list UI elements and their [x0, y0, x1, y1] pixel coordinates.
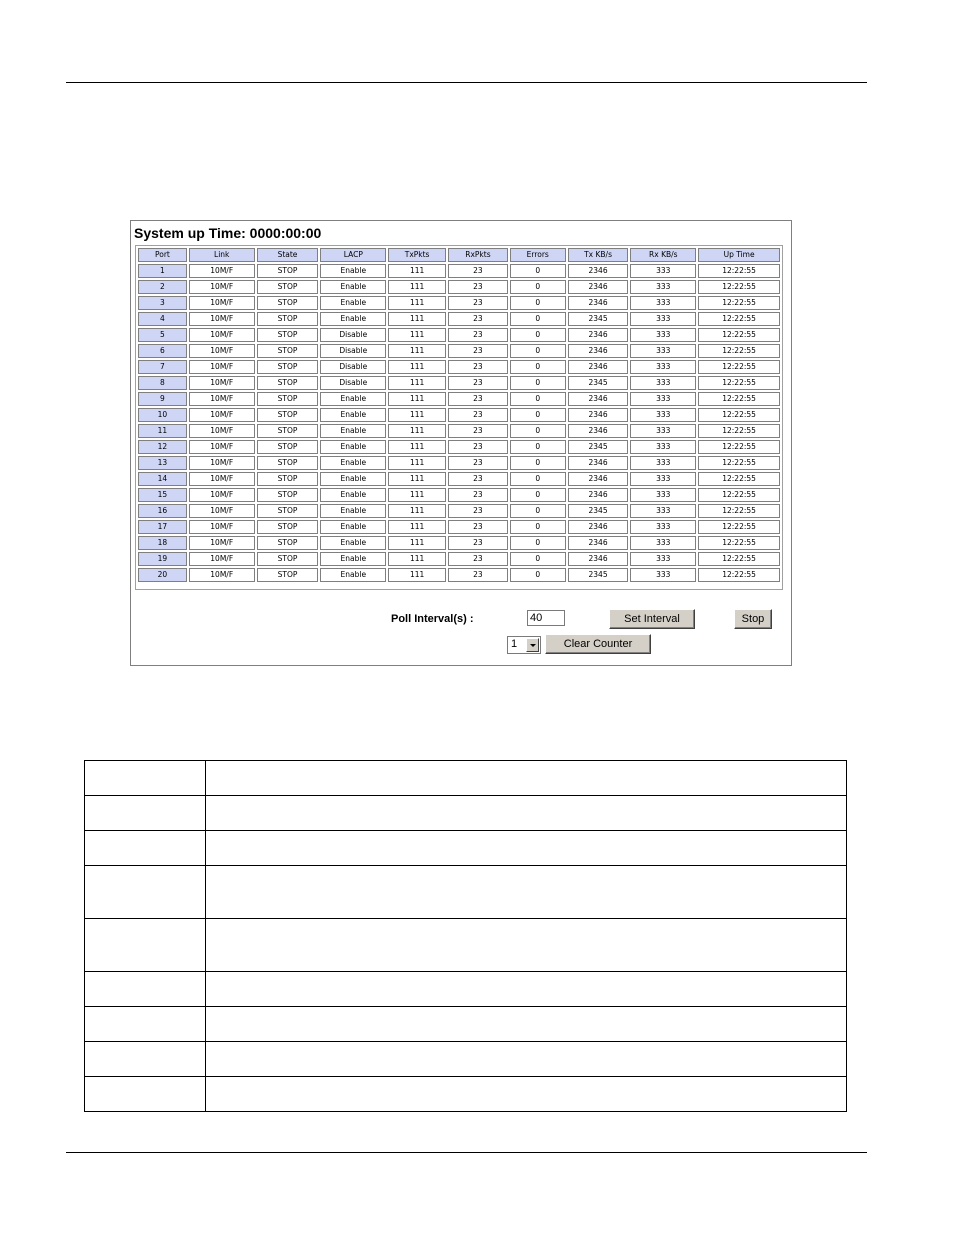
table-cell: STOP [257, 360, 319, 374]
port-number-cell: 15 [138, 488, 187, 502]
port-number-cell: 1 [138, 264, 187, 278]
table-cell: 0 [510, 440, 566, 454]
table-row [138, 456, 780, 470]
table-cell: 333 [630, 344, 696, 358]
table-cell: 23 [448, 392, 508, 406]
table-cell: 23 [448, 456, 508, 470]
column-header: Link [189, 248, 255, 262]
table-cell: Enable [320, 456, 386, 470]
table-cell: 111 [388, 504, 446, 518]
table-cell: 12:22:55 [698, 360, 780, 374]
table-cell: 0 [510, 536, 566, 550]
table-cell: 10M/F [189, 280, 255, 294]
column-header: LACP [320, 248, 386, 262]
table-cell: 333 [630, 504, 696, 518]
system-uptime-title [134, 225, 321, 241]
table-cell: 10M/F [189, 504, 255, 518]
table-cell: Enable [320, 472, 386, 486]
stop-button[interactable]: Stop [734, 609, 772, 629]
table-cell: 23 [448, 280, 508, 294]
table-row [138, 424, 780, 438]
field-description-table [84, 760, 847, 1112]
port-number-cell: 18 [138, 536, 187, 550]
table-cell: 10M/F [189, 472, 255, 486]
table-row [138, 440, 780, 454]
table-cell: 111 [388, 408, 446, 422]
table-cell: 111 [388, 536, 446, 550]
column-header: Rx KB/s [630, 248, 696, 262]
table-cell: 333 [630, 488, 696, 502]
table-cell: 12:22:55 [698, 328, 780, 342]
table-cell: 333 [630, 392, 696, 406]
table-row [85, 919, 847, 972]
port-number-cell: 14 [138, 472, 187, 486]
table-row [138, 472, 780, 486]
table-cell: 0 [510, 392, 566, 406]
table-cell: Disable [320, 344, 386, 358]
table-cell: STOP [257, 376, 319, 390]
table-cell: 0 [510, 472, 566, 486]
table-cell: STOP [257, 392, 319, 406]
table-cell: Disable [320, 360, 386, 374]
table-cell: 12:22:55 [698, 568, 780, 582]
table-cell: 2346 [568, 424, 629, 438]
port-table-scroll-area[interactable] [135, 245, 783, 590]
table-cell: 23 [448, 424, 508, 438]
table-cell: 10M/F [189, 376, 255, 390]
table-cell: 0 [510, 424, 566, 438]
table-cell: STOP [257, 280, 319, 294]
header-rule [66, 82, 867, 83]
table-cell: 2346 [568, 344, 629, 358]
port-number-cell: 17 [138, 520, 187, 534]
table-cell: 12:22:55 [698, 552, 780, 566]
table-cell: 23 [448, 568, 508, 582]
table-row [138, 360, 780, 374]
table-cell: 23 [448, 264, 508, 278]
table-row [85, 1077, 847, 1112]
table-cell: 0 [510, 328, 566, 342]
table-cell: 12:22:55 [698, 520, 780, 534]
table-cell: 2345 [568, 376, 629, 390]
table-cell: 12:22:55 [698, 504, 780, 518]
table-cell: 12:22:55 [698, 296, 780, 310]
table-cell: STOP [257, 344, 319, 358]
table-cell: 333 [630, 552, 696, 566]
table-cell: 0 [510, 312, 566, 326]
table-cell: 2346 [568, 488, 629, 502]
table-row [138, 568, 780, 582]
table-cell: Enable [320, 440, 386, 454]
table-row [85, 1007, 847, 1042]
table-cell: 2346 [568, 536, 629, 550]
port-number-cell: 7 [138, 360, 187, 374]
table-cell: 12:22:55 [698, 392, 780, 406]
port-number-cell: 13 [138, 456, 187, 470]
port-number-cell: 2 [138, 280, 187, 294]
table-cell: 2345 [568, 568, 629, 582]
table-cell: 10M/F [189, 552, 255, 566]
table-row [138, 312, 780, 326]
table-cell: 2346 [568, 552, 629, 566]
table-header-row [138, 248, 780, 262]
table-row [138, 344, 780, 358]
port-number-cell: 16 [138, 504, 187, 518]
table-cell: 333 [630, 568, 696, 582]
table-cell: 23 [448, 536, 508, 550]
table-cell: 111 [388, 328, 446, 342]
port-number-cell: 20 [138, 568, 187, 582]
column-header: State [257, 248, 319, 262]
table-cell: 10M/F [189, 456, 255, 470]
table-row [85, 796, 847, 831]
table-row [85, 972, 847, 1007]
table-cell: 333 [630, 408, 696, 422]
system-uptime-label: System up Time: [134, 225, 246, 241]
port-number-cell: 8 [138, 376, 187, 390]
table-cell: 12:22:55 [698, 280, 780, 294]
table-cell: 333 [630, 472, 696, 486]
table-cell: 2345 [568, 312, 629, 326]
table-cell: 333 [630, 440, 696, 454]
table-cell: STOP [257, 520, 319, 534]
table-cell: 10M/F [189, 392, 255, 406]
system-uptime-value: 0000:00:00 [249, 225, 322, 241]
table-cell: 12:22:55 [698, 456, 780, 470]
table-cell: 2346 [568, 456, 629, 470]
table-row [138, 392, 780, 406]
table-cell: 23 [448, 328, 508, 342]
table-cell: Enable [320, 536, 386, 550]
column-header: Errors [510, 248, 566, 262]
table-cell: STOP [257, 264, 319, 278]
table-cell: 111 [388, 568, 446, 582]
table-cell: 10M/F [189, 264, 255, 278]
table-cell: 0 [510, 264, 566, 278]
table-cell: 111 [388, 376, 446, 390]
table-row [138, 504, 780, 518]
port-number-cell: 10 [138, 408, 187, 422]
table-cell: 333 [630, 296, 696, 310]
table-cell: STOP [257, 472, 319, 486]
table-cell: 333 [630, 536, 696, 550]
table-cell: 10M/F [189, 328, 255, 342]
table-row [85, 831, 847, 866]
column-header: RxPkts [448, 248, 508, 262]
table-cell: 111 [388, 392, 446, 406]
table-cell: STOP [257, 488, 319, 502]
table-cell: 111 [388, 520, 446, 534]
table-cell: STOP [257, 456, 319, 470]
port-number-cell: 5 [138, 328, 187, 342]
table-cell: STOP [257, 312, 319, 326]
table-cell: 23 [448, 344, 508, 358]
table-cell: 333 [630, 264, 696, 278]
table-row [138, 488, 780, 502]
table-cell: 0 [510, 344, 566, 358]
poll-interval-label: Poll Interval(s) : [391, 613, 474, 625]
table-cell: 10M/F [189, 296, 255, 310]
port-number-cell: 3 [138, 296, 187, 310]
table-cell: 23 [448, 360, 508, 374]
table-cell: STOP [257, 504, 319, 518]
table-cell: 111 [388, 312, 446, 326]
table-cell: 10M/F [189, 312, 255, 326]
table-row [138, 520, 780, 534]
table-cell: 12:22:55 [698, 376, 780, 390]
column-header: TxPkts [388, 248, 446, 262]
table-row [85, 761, 847, 796]
table-cell: 2345 [568, 440, 629, 454]
table-cell: Enable [320, 568, 386, 582]
table-cell: Enable [320, 424, 386, 438]
table-cell: 111 [388, 296, 446, 310]
table-cell: 10M/F [189, 520, 255, 534]
table-cell: 12:22:55 [698, 472, 780, 486]
port-number-cell: 9 [138, 392, 187, 406]
table-cell: STOP [257, 408, 319, 422]
chevron-down-icon[interactable] [526, 638, 539, 652]
table-cell: 23 [448, 472, 508, 486]
table-cell: 10M/F [189, 568, 255, 582]
table-cell: Enable [320, 264, 386, 278]
table-cell: STOP [257, 424, 319, 438]
table-cell: 0 [510, 296, 566, 310]
port-select[interactable] [507, 636, 541, 654]
table-row [85, 866, 847, 919]
table-cell: 12:22:55 [698, 408, 780, 422]
port-number-cell: 11 [138, 424, 187, 438]
table-cell: Enable [320, 520, 386, 534]
table-cell: Enable [320, 280, 386, 294]
table-cell: 10M/F [189, 344, 255, 358]
port-number-cell: 12 [138, 440, 187, 454]
table-cell: 0 [510, 552, 566, 566]
table-cell: Enable [320, 488, 386, 502]
table-cell: 111 [388, 424, 446, 438]
table-cell: Disable [320, 328, 386, 342]
table-cell: 333 [630, 376, 696, 390]
table-cell: 12:22:55 [698, 264, 780, 278]
table-cell: 111 [388, 552, 446, 566]
column-header: Up Time [698, 248, 780, 262]
table-cell: 2346 [568, 280, 629, 294]
set-interval-button[interactable]: Set Interval [609, 609, 695, 629]
table-cell: 2345 [568, 504, 629, 518]
table-cell: 23 [448, 488, 508, 502]
table-cell: STOP [257, 296, 319, 310]
table-cell: STOP [257, 568, 319, 582]
table-cell: Enable [320, 504, 386, 518]
table-row [138, 552, 780, 566]
table-cell: 0 [510, 488, 566, 502]
table-cell: 12:22:55 [698, 440, 780, 454]
table-cell: STOP [257, 440, 319, 454]
clear-counter-button[interactable]: Clear Counter [545, 634, 651, 654]
table-cell: 23 [448, 440, 508, 454]
table-cell: 2346 [568, 472, 629, 486]
table-cell: 333 [630, 456, 696, 470]
table-cell: 0 [510, 280, 566, 294]
table-cell: 111 [388, 440, 446, 454]
table-row [138, 280, 780, 294]
port-number-cell: 4 [138, 312, 187, 326]
table-cell: Enable [320, 296, 386, 310]
table-row [138, 264, 780, 278]
table-cell: 23 [448, 520, 508, 534]
table-cell: 23 [448, 552, 508, 566]
port-number-cell: 19 [138, 552, 187, 566]
table-cell: 333 [630, 312, 696, 326]
table-cell: 0 [510, 504, 566, 518]
table-cell: 111 [388, 344, 446, 358]
table-cell: 0 [510, 568, 566, 582]
table-row [85, 1042, 847, 1077]
table-row [138, 376, 780, 390]
table-cell: 111 [388, 360, 446, 374]
table-cell: 12:22:55 [698, 536, 780, 550]
table-cell: STOP [257, 536, 319, 550]
table-cell: 111 [388, 456, 446, 470]
table-cell: 333 [630, 520, 696, 534]
table-cell: 10M/F [189, 440, 255, 454]
table-cell: 23 [448, 376, 508, 390]
table-cell: 111 [388, 472, 446, 486]
table-row [138, 536, 780, 550]
table-cell: 12:22:55 [698, 424, 780, 438]
port-status-screenshot [130, 220, 792, 666]
table-cell: 111 [388, 488, 446, 502]
table-cell: 111 [388, 280, 446, 294]
table-cell: Enable [320, 552, 386, 566]
port-select-value: 1 [511, 638, 518, 650]
table-row [138, 408, 780, 422]
table-cell: 333 [630, 280, 696, 294]
table-cell: 333 [630, 360, 696, 374]
table-cell: STOP [257, 552, 319, 566]
table-cell: 10M/F [189, 424, 255, 438]
table-cell: 333 [630, 328, 696, 342]
table-cell: Disable [320, 376, 386, 390]
column-header: Tx KB/s [568, 248, 629, 262]
table-cell: 23 [448, 312, 508, 326]
table-cell: 2346 [568, 328, 629, 342]
table-cell: 2346 [568, 392, 629, 406]
table-cell: 111 [388, 264, 446, 278]
table-cell: 2346 [568, 520, 629, 534]
column-header: Port [138, 248, 187, 262]
table-cell: 2346 [568, 264, 629, 278]
table-cell: 0 [510, 408, 566, 422]
table-cell: 10M/F [189, 536, 255, 550]
table-cell: 23 [448, 408, 508, 422]
table-cell: 12:22:55 [698, 312, 780, 326]
table-cell: 0 [510, 360, 566, 374]
table-cell: 12:22:55 [698, 344, 780, 358]
table-cell: Enable [320, 392, 386, 406]
table-cell: Enable [320, 408, 386, 422]
table-cell: 2346 [568, 408, 629, 422]
table-row [138, 296, 780, 310]
table-cell: 23 [448, 296, 508, 310]
table-cell: 10M/F [189, 408, 255, 422]
table-cell: 23 [448, 504, 508, 518]
poll-interval-input[interactable] [527, 610, 565, 626]
table-cell: 333 [630, 424, 696, 438]
table-row [138, 328, 780, 342]
port-number-cell: 6 [138, 344, 187, 358]
table-cell: 2346 [568, 296, 629, 310]
table-cell: 2346 [568, 360, 629, 374]
footer-rule [66, 1152, 867, 1153]
table-cell: Enable [320, 312, 386, 326]
table-cell: 12:22:55 [698, 488, 780, 502]
table-cell: 0 [510, 520, 566, 534]
table-cell: 10M/F [189, 360, 255, 374]
port-status-table [136, 246, 782, 584]
table-cell: 0 [510, 376, 566, 390]
table-cell: STOP [257, 328, 319, 342]
table-cell: 0 [510, 456, 566, 470]
table-cell: 10M/F [189, 488, 255, 502]
